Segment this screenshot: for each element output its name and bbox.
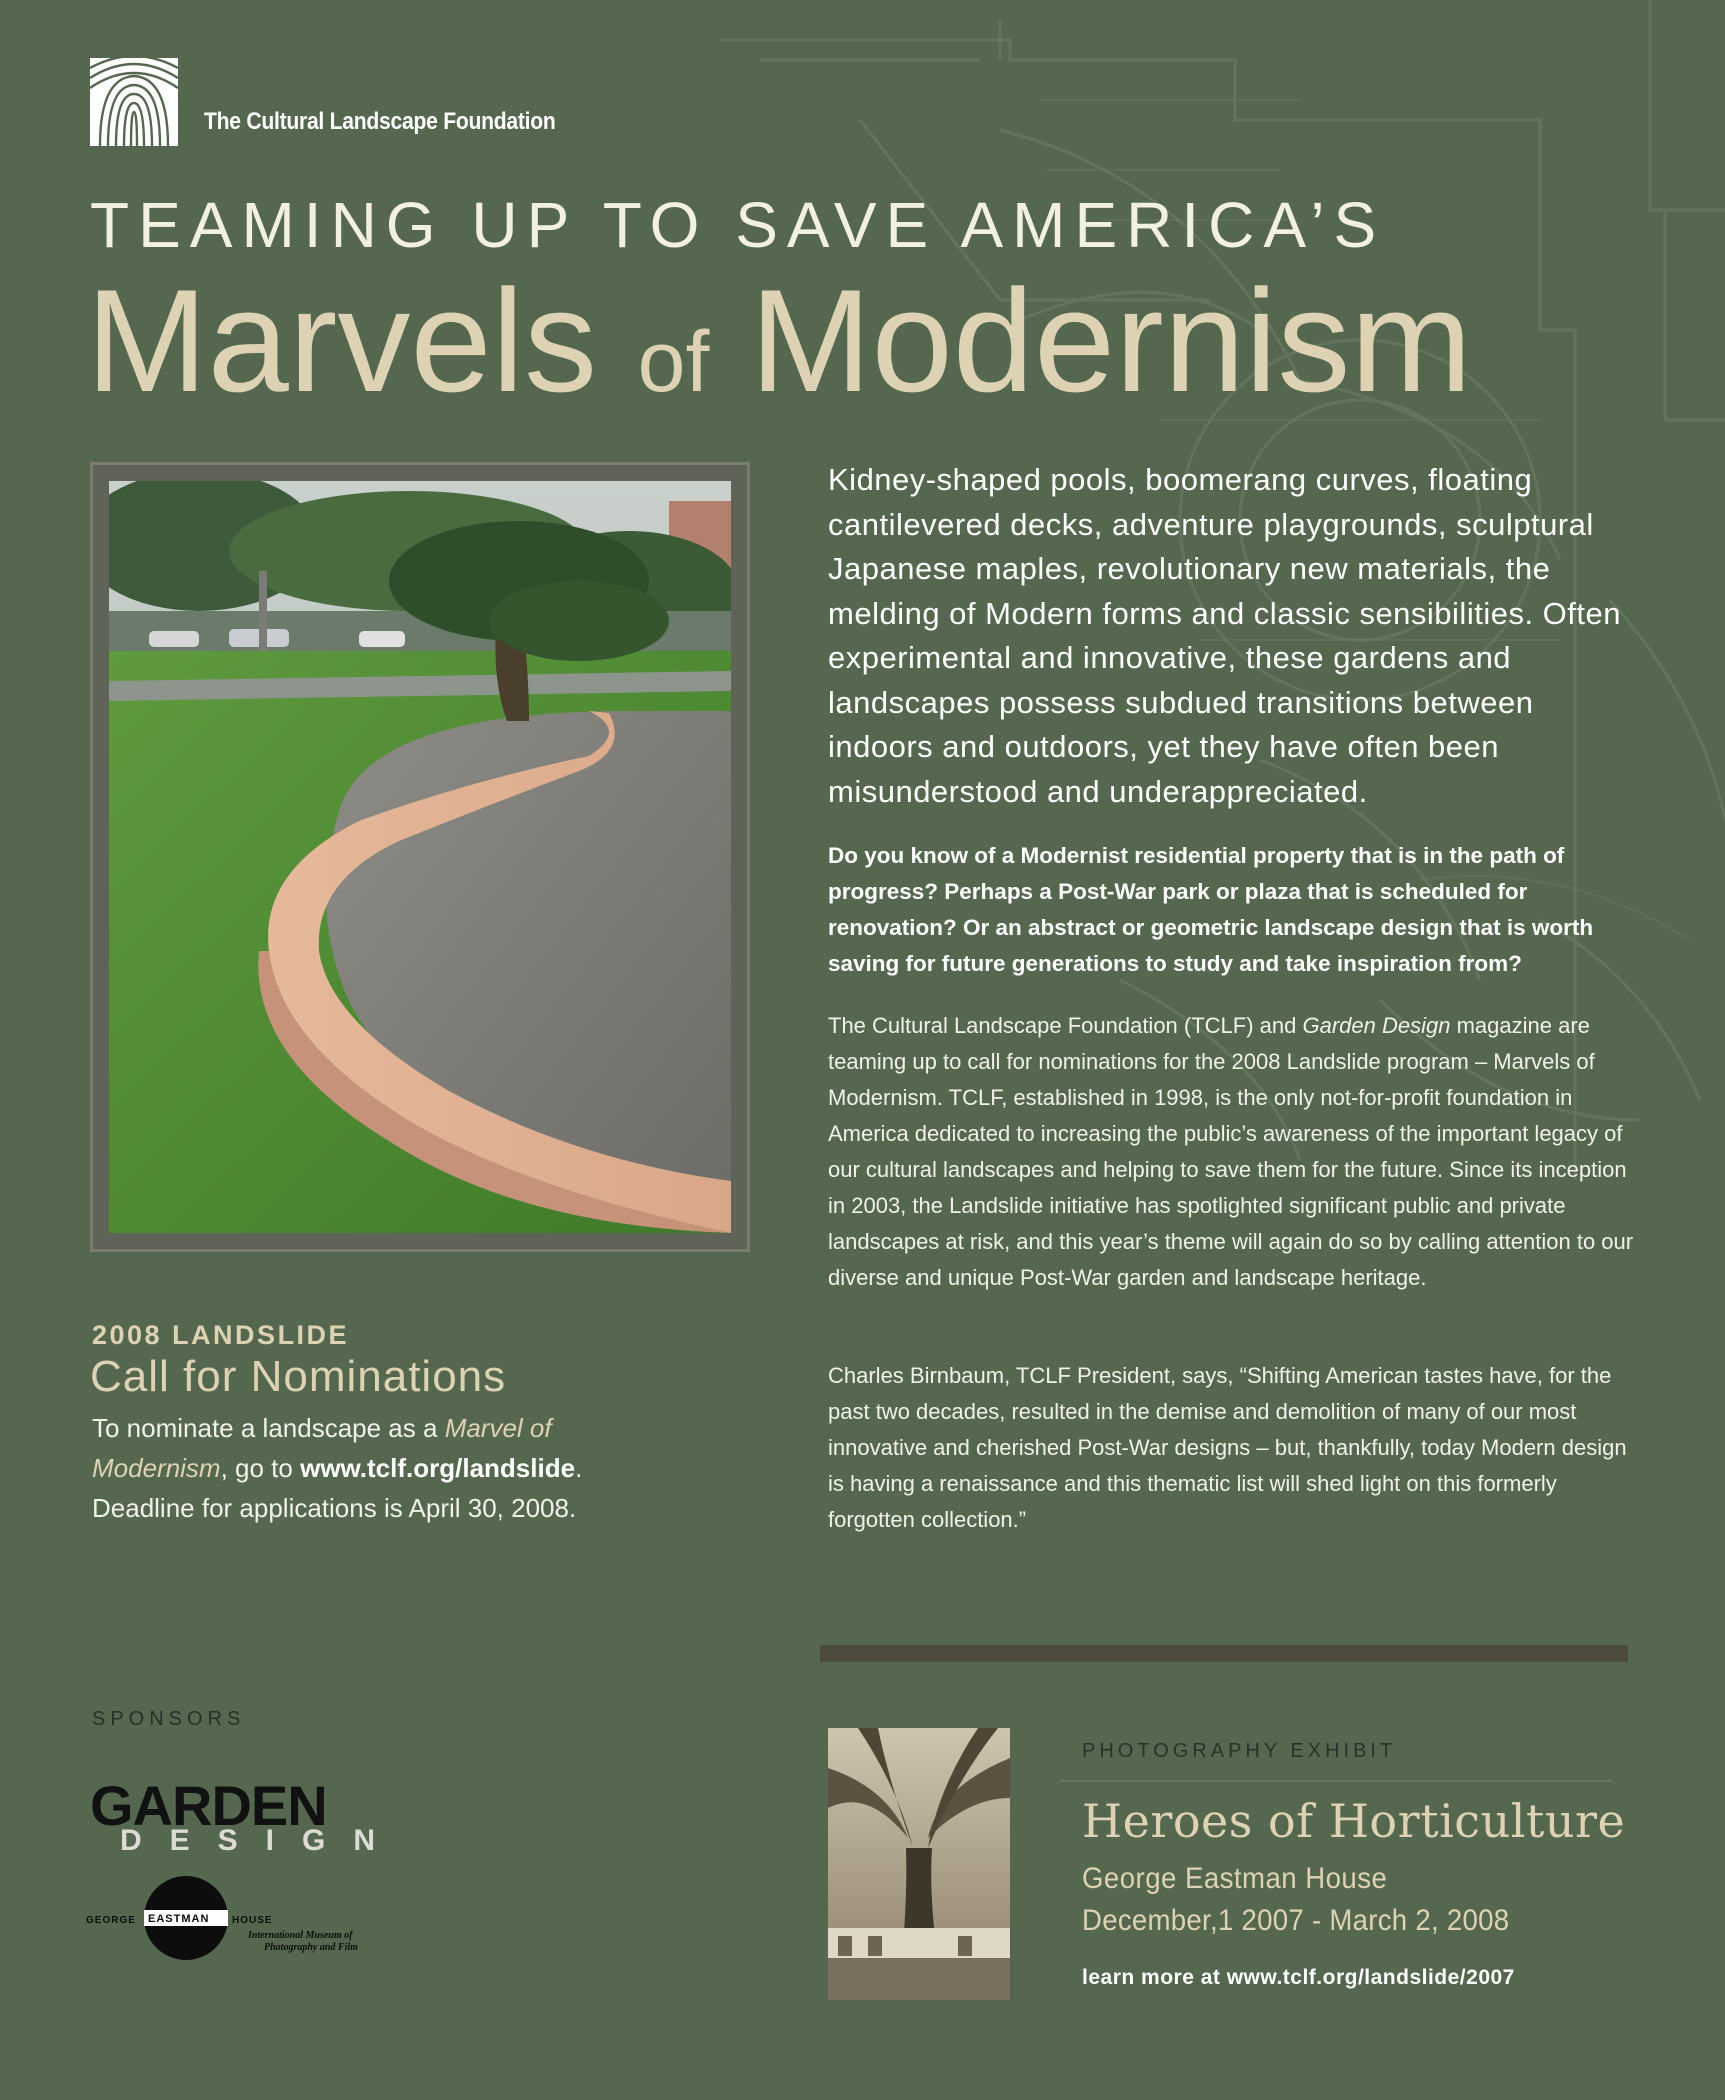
headline-of: of [637,314,710,410]
sponsors-label: SPONSORS [92,1708,246,1730]
nominate-text-a: To nominate a landscape as a [92,1413,445,1443]
exhibit-venue: George Eastman House [1082,1862,1388,1895]
eastman-left-text: GEORGE [86,1915,136,1926]
garden-design-logo-garden: GARDEN [90,1774,327,1837]
exhibit-kicker: PHOTOGRAPHY EXHIBIT [1082,1740,1397,1762]
fingerprint-icon [90,58,178,146]
deadline-text: Deadline for applications is April 30, 2008. [92,1493,577,1523]
george-eastman-house-logo [86,1876,456,1966]
headline-part2: Modernism [709,259,1473,422]
landslide-label: 2008 LANDSLIDE [92,1320,350,1350]
landscape-photo [109,481,731,1233]
organization-name: The Cultural Landscape Foundation [204,108,556,135]
headline-part1: Marvels [86,259,638,422]
nomination-instructions [92,1408,692,1528]
photo-frame [90,462,750,1252]
nominate-text-c: . [575,1453,583,1483]
intro-paragraph: Kidney-shaped pools, boomerang curves, floating cantilevered decks, adventure playgrounds, sculptural Japanese maples, revolutionary new materials, the melding of Modern forms and classic sensibilities. Often experimental and innovative, these gardens and landscapes possess subdued transitions between indoors and outdoors, yet they have often been misunderstood and underappreciated. [828,462,1621,809]
foundation-paragraph [828,1008,1636,1296]
foundation-text-a: The Cultural Landscape Foundation (TCLF) and [828,1013,1303,1038]
exhibit-rule [1060,1780,1612,1782]
oak-tree-photo [828,1728,1010,2000]
exhibit-title: Heroes of Horticulture [1082,1794,1626,1848]
headline [86,259,1473,422]
marvel-of-modernism: Marvel of Modernism [92,1413,552,1483]
exhibit-dates: December,1 2007 - March 2, 2008 [1082,1904,1510,1937]
question-paragraph: Do you know of a Modernist residential property that is in the path of progress? Perhaps a Post-War park or plaza that is scheduled for renovation? Or an abstract or geometric landscape design that is worth saving for future generations to study and take inspiration from? [828,843,1594,976]
nomination-url-link[interactable]: www.tclf.org/landslide [300,1453,576,1483]
quote-paragraph: Charles Birnbaum, TCLF President, says, “Shifting American tastes have, for the past two decades, resulted in the demise and demolition of many of our most innovative and cherished Post-War designs – but, thankfully, today Modern design is having a renaissance and this thematic list will shed light on this formerly forgotten collection.” [828,1363,1627,1532]
eastman-right-text: HOUSE [232,1915,273,1926]
exhibit-learn-more-link[interactable]: learn more at www.tclf.org/landslide/2007 [1082,1966,1515,1989]
eastman-center-text: EASTMAN [148,1913,210,1925]
eastman-sub1: International Museum of [248,1930,353,1941]
call-for-nominations-title: Call for Nominations [90,1352,507,1401]
foundation-text-b: magazine are teaming up to call for nominations for the 2008 Landslide program – Marvels of Modernism. TCLF, established in 1998, is the only not-for-profit foundation in America dedicated to increasing the public’s awareness of the important legacy of our cultural landscapes and helping to save them for the future. Since its inception in 2003, the Landslide initiative has spotlighted significant public and private landscapes at risk, and this year’s theme will again do so by calling attention to our diverse and unique Post-War garden and landscape heritage. [828,1013,1634,1290]
section-divider [820,1645,1628,1662]
nominate-text-b: , go to [220,1453,301,1483]
headline-kicker: TEAMING UP TO SAVE AMERICA’S [90,189,1386,261]
garden-design-title: Garden Design [1302,1013,1451,1038]
garden-design-logo-design: DESIGN [120,1824,404,1857]
eastman-sub2: Photography and Film [264,1942,358,1953]
